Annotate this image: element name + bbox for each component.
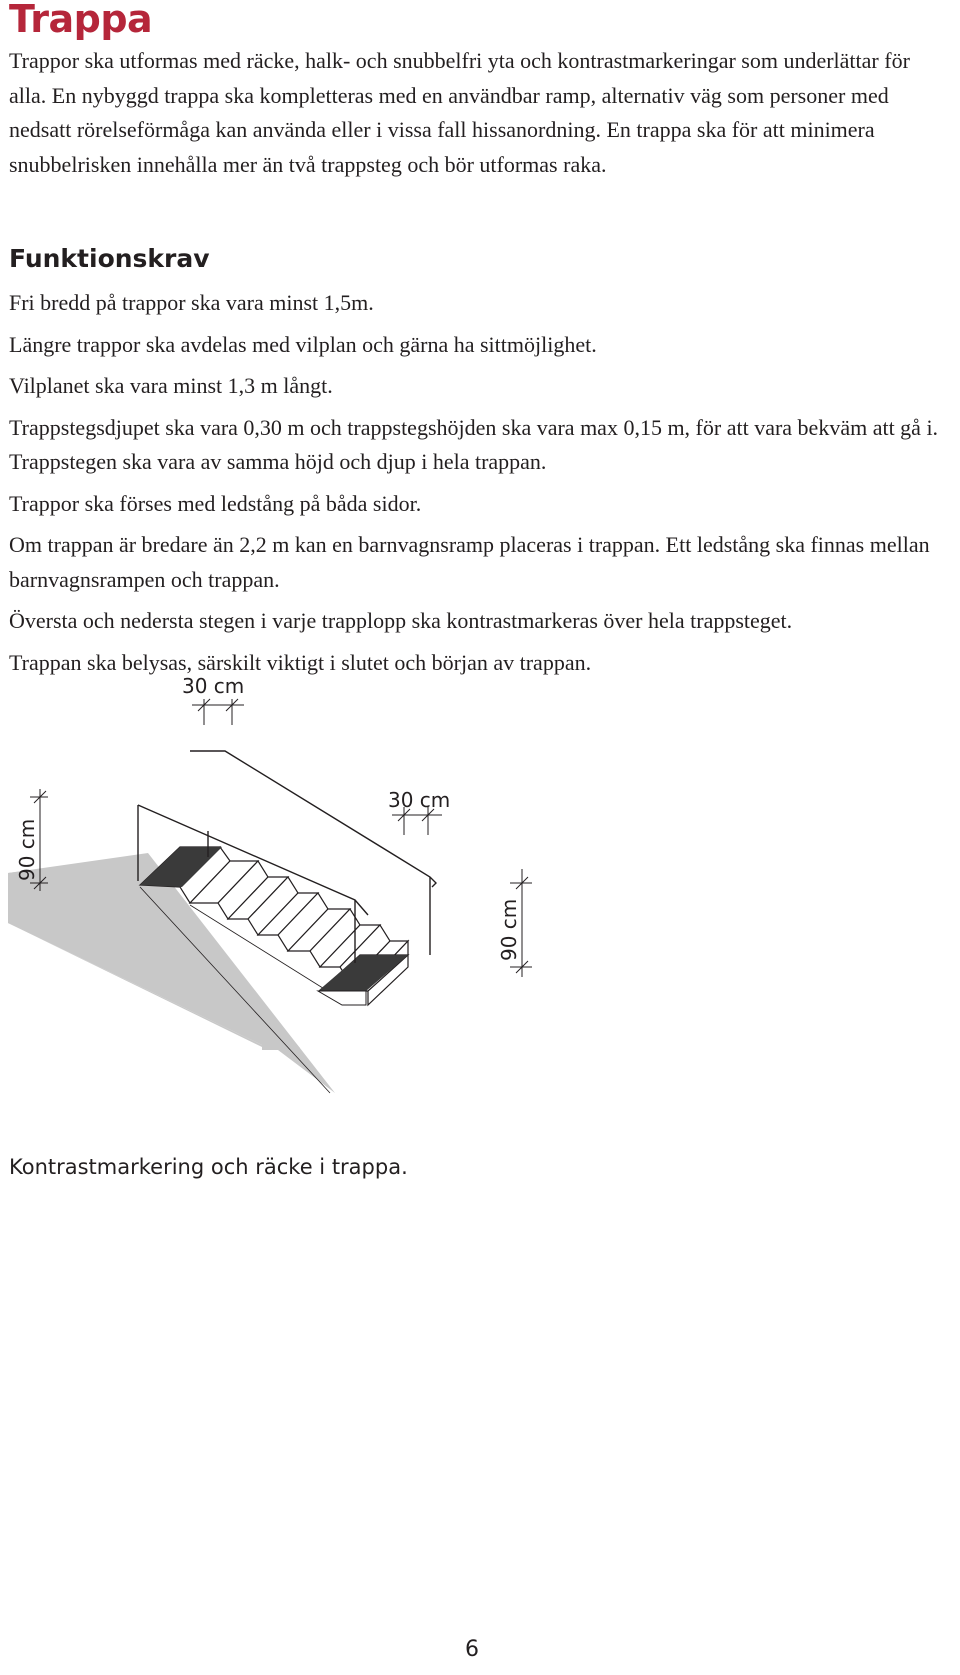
bottom-step-face <box>318 991 366 1005</box>
requirement-item: Längre trappor ska avdelas med vilplan och gärna ha sittmöjlighet. <box>9 331 597 357</box>
requirement-item: Trappstegsdjupet ska vara 0,30 m och trappstegshöjden ska vara max 0,15 m, för att vara bekväm att gå i. Trappstegen ska vara av samma höjd och djup i hela trappan. <box>9 414 939 474</box>
dimension-label-left-height: 90 cm <box>15 818 39 881</box>
requirement-item: Vilplanet ska vara minst 1,3 m långt. <box>9 373 333 398</box>
dimension-top <box>192 699 244 725</box>
requirement-item: Om trappan är bredare än 2,2 m kan en barnvagnsramp placeras i trappan. Ett ledstång ska finnas mellan barnvagnsrampen och trappan. <box>9 532 930 592</box>
requirement-item: Trappan ska belysas, särskilt viktigt i slutet och början av trappan. <box>9 649 592 675</box>
page-number: 6 <box>465 1637 479 1662</box>
requirement-item: Trappor ska förses med ledstång på båda sidor. <box>9 490 422 516</box>
figure-caption: Kontrastmarkering och räcke i trappa. <box>9 1155 408 1179</box>
requirement-item: Översta och nedersta stegen i varje trapplopp ska kontrastmarkeras över hela trappsteget. <box>9 608 793 633</box>
page-title: Trappa <box>9 0 153 41</box>
stair-illustration <box>0 674 580 1125</box>
dimension-label-right-tread: 30 cm <box>388 788 451 812</box>
intro-paragraph: Trappor ska utformas med räcke, halk- och snubbelfri yta och kontrastmarkeringar som underlättar för alla. En nybyggd trappa ska kompletteras med en användbar ramp, alternativ väg som personer med nedsatt rörelseförmåga kan använda eller i vissa fall hissanordning. En trappa ska för att minimera snubbelrisken innehålla mer än två trappsteg och bör utformas raka. <box>9 48 910 177</box>
requirements-list <box>9 286 949 687</box>
dimension-label-right-height: 90 cm <box>497 898 521 961</box>
requirement-item: Fri bredd på trappor ska vara minst 1,5m. <box>9 290 374 315</box>
dimension-label-top: 30 cm <box>182 674 245 698</box>
section-heading: Funktionskrav <box>9 244 210 273</box>
